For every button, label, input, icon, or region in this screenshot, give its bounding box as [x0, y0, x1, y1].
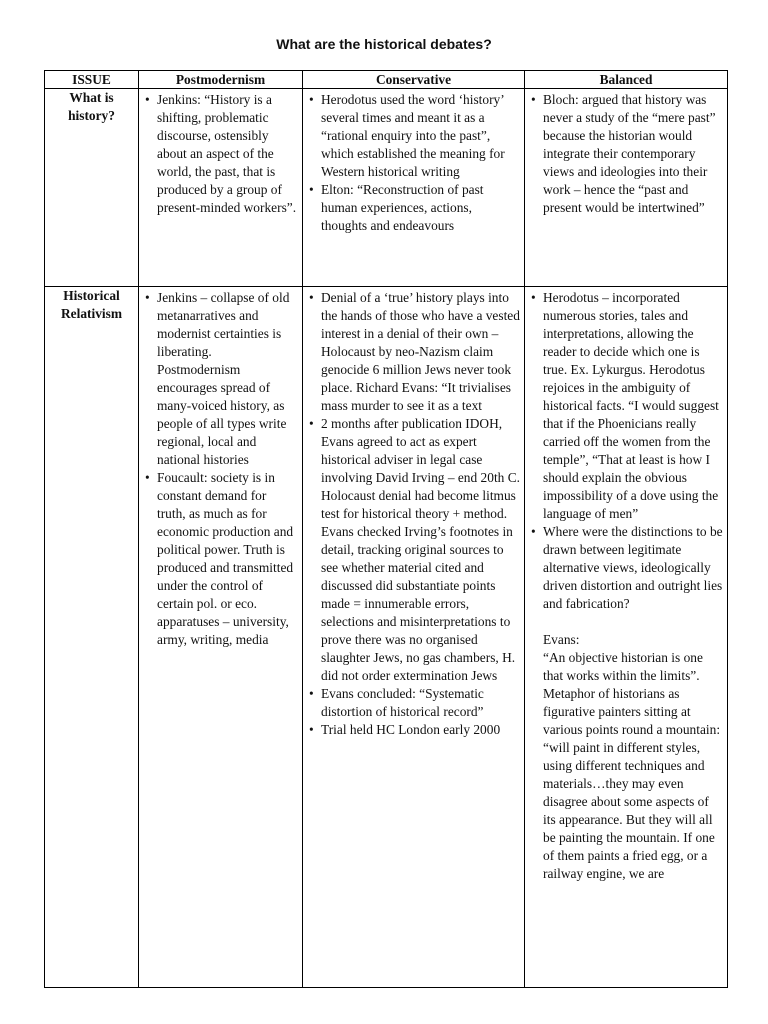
header-postmodernism: Postmodernism: [139, 71, 303, 89]
bullet-item: • Bloch: argued that history was never a study of the “mere past” because the historian would integrate their contemporary views and ideologies into their work – hence the “past and present would be intertwined”: [529, 91, 723, 217]
bullet-list: [529, 287, 723, 613]
postmodernism-cell: [139, 287, 303, 988]
evans-paragraph: “An objective historian is one that works within the limits”. Metaphor of historians as figurative painters sitting at various points round a mountain: “will paint in different styles, using different techniques and materials…they may even disagree about some aspects of its appearance. But they will all be painting the mountain. If one of them paints a fried egg, or a railway engine, we are: [543, 650, 721, 881]
balanced-cell: [525, 89, 728, 287]
bullet-item: • Herodotus used the word ‘history’ several times and meant it as a “rational enquiry into the past”, which established the meaning for Western historical writing: [307, 91, 520, 181]
bullet-item: • 2 months after publication IDOH, Evans agreed to act as expert historical adviser in legal case involving David Irving – end 20th C. Holocaust denial had become litmus test for historical theory + method. Evans checked Irving’s footnotes in detail, tracking original sources to see whether material cited and discussed did substantiate points made = innumerable errors, selections and misinterpretations to prove there was no organised slaughter Jews, no gas chambers, H. did not order extermination Jews: [307, 415, 520, 685]
bullet-item: • Foucault: society is in constant demand for truth, as much as for economic production and political power. Truth is produced and transmitted under the control of certain pol. or eco. apparatuses – university, army, writing, media: [143, 469, 298, 649]
bullet-item: • Evans concluded: “Systematic distortion of historical record”: [307, 685, 520, 721]
header-balanced: Balanced: [525, 71, 728, 89]
bullet-item: • Jenkins: “History is a shifting, problematic discourse, ostensibly about an aspect of the world, the past, that is produced by a group of present-minded workers”.: [143, 91, 298, 217]
bullet-item: • Trial held HC London early 2000: [307, 721, 520, 739]
header-issue: ISSUE: [45, 71, 139, 89]
bullet-list: [143, 287, 298, 649]
bullet-list: [143, 89, 298, 217]
table-row: [45, 89, 728, 287]
bullet-item: • Jenkins – collapse of old metanarratives and modernist certainties is liberating. Postmodernism encourages spread of many-voiced history, as people of all types write regional, local and national histories: [143, 289, 298, 469]
debates-table: [44, 70, 728, 988]
conservative-cell: [303, 89, 525, 287]
table-row: [45, 287, 728, 988]
evans-label: Evans:: [543, 632, 580, 647]
bullet-item: • Where were the distinctions to be drawn between legitimate alternative views, ideologically driven distortion and outright lies and fabrication?: [529, 523, 723, 613]
bullet-item: • Elton: “Reconstruction of past human experiences, actions, thoughts and endeavours: [307, 181, 520, 235]
conservative-cell: [303, 287, 525, 988]
header-row: [45, 71, 728, 89]
balanced-cell: [525, 287, 728, 988]
header-conservative: Conservative: [303, 71, 525, 89]
spacer: [529, 613, 723, 631]
bullet-list: [307, 89, 520, 235]
bullet-list: [529, 89, 723, 217]
bullet-list: [307, 287, 520, 739]
issue-cell: What is history?: [45, 89, 139, 287]
bullet-item: • Denial of a ‘true’ history plays into the hands of those who have a vested interest in a denial of their own – Holocaust by neo-Nazism claim genocide 6 million Jews never took place. Richard Evans: “It trivialises mass murder to see it as a text: [307, 289, 520, 415]
page-title: What are the historical debates?: [276, 36, 492, 52]
issue-cell: Historical Relativism: [45, 287, 139, 988]
postmodernism-cell: [139, 89, 303, 287]
bullet-item: • Herodotus – incorporated numerous stories, tales and interpretations, allowing the reader to decide which one is true. Ex. Lykurgus. Herodotus rejoices in the ambiguity of historical facts. “I would suggest that if the Phoenicians really carried off the women from the temple”, “That at least is how I should explain the obvious impossibility of a dove using the language of men”: [529, 289, 723, 523]
